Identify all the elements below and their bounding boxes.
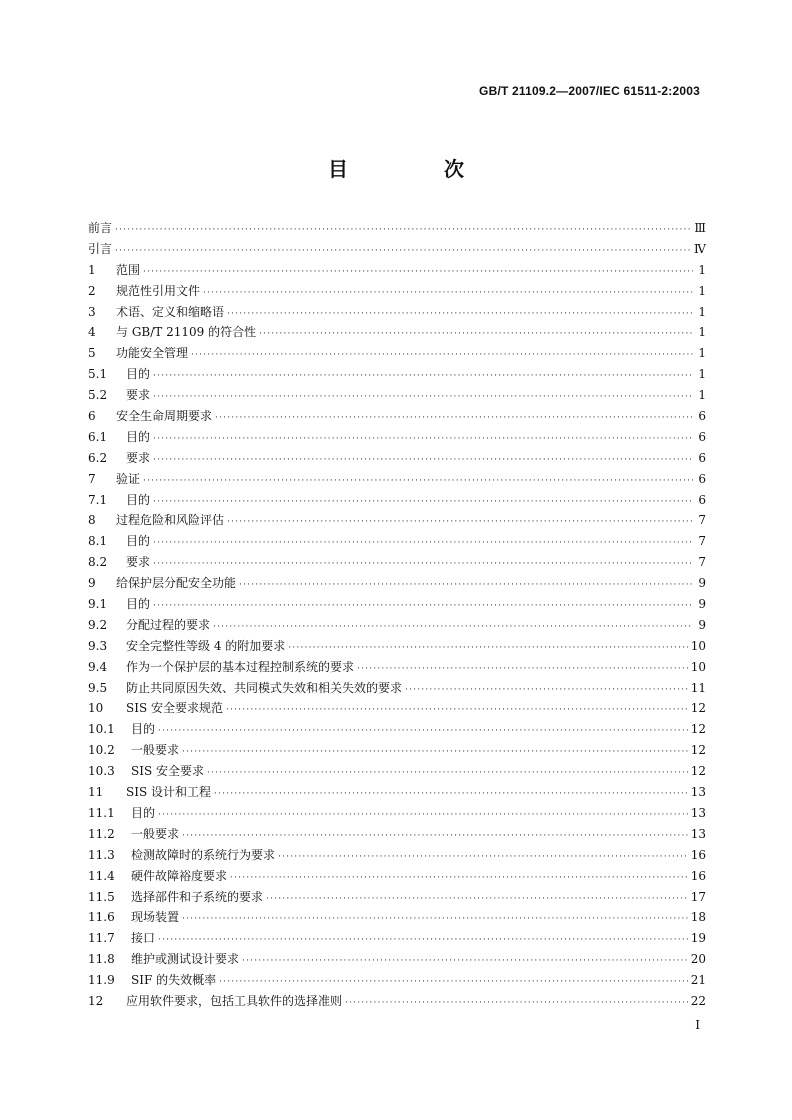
toc-entry-label: 安全生命周期要求 <box>116 409 213 424</box>
toc-entry-page: 7 <box>698 555 706 570</box>
toc-entry[interactable] <box>88 824 706 845</box>
toc-entry[interactable] <box>88 343 706 364</box>
toc-entry[interactable] <box>88 866 706 887</box>
toc-entry-number: 8.1 <box>88 534 108 549</box>
toc-entry-number: 10.1 <box>88 722 115 737</box>
toc-entry-number: 8 <box>88 513 96 528</box>
toc-leader-dots <box>288 638 687 659</box>
toc-leader-dots <box>215 408 693 429</box>
toc-entry-page: 13 <box>690 826 706 841</box>
toc-leader-dots <box>182 826 688 847</box>
toc-entry-page: 18 <box>690 910 706 925</box>
page-title: 目 次 <box>328 157 502 181</box>
toc-entry-label: 作为一个保护层的基本过程控制系统的要求 <box>126 659 355 674</box>
toc-entry-page: 22 <box>690 993 706 1008</box>
toc-entry-number: 11.3 <box>88 847 115 862</box>
toc-entry-label: 与 GB/T 21109 的符合性 <box>116 325 257 340</box>
toc-leader-dots <box>153 596 693 617</box>
toc-entry-number: 11.2 <box>88 826 115 841</box>
toc-entry-label: 应用软件要求，包括工具软件的选择准则 <box>126 993 343 1008</box>
toc-entry-page: 12 <box>690 764 706 779</box>
toc-leader-dots <box>214 784 688 805</box>
toc-entry-page: 1 <box>698 325 706 340</box>
toc-entry[interactable] <box>88 322 706 343</box>
toc-entry[interactable] <box>88 552 706 573</box>
toc-entry[interactable] <box>88 803 706 824</box>
toc-leader-dots <box>207 763 688 784</box>
toc-entry-page: 1 <box>698 346 706 361</box>
toc-entry[interactable] <box>88 531 706 552</box>
toc-entry-number: 11.5 <box>88 889 115 904</box>
toc-entry[interactable] <box>88 260 706 281</box>
toc-entry-page: 21 <box>690 973 706 988</box>
toc-entry-page: Ⅳ <box>694 241 706 256</box>
toc-leader-dots <box>143 471 693 492</box>
toc-leader-dots <box>191 345 693 366</box>
toc-entry[interactable] <box>88 991 706 1012</box>
toc-entry-label: 一般要求 <box>131 743 180 758</box>
toc-leader-dots <box>153 533 693 554</box>
toc-entry-page: 6 <box>698 471 706 486</box>
toc-entry-number: 3 <box>88 304 96 319</box>
toc-entry-page: 12 <box>690 722 706 737</box>
toc-entry-label: 防止共同原因失效、共同模式失效和相关失效的要求 <box>126 680 403 695</box>
toc-entry-number: 2 <box>88 283 96 298</box>
toc-leader-dots <box>143 262 693 283</box>
toc-entry-label: 安全完整性等级 4 的附加要求 <box>126 638 286 653</box>
toc-leader-dots <box>115 241 691 262</box>
toc-entry-page: 6 <box>698 450 706 465</box>
toc-entry-page: 1 <box>698 367 706 382</box>
toc-entry-number: 6 <box>88 409 96 424</box>
toc-entry-label: 要求 <box>126 555 151 570</box>
toc-entry-label: 目的 <box>126 429 151 444</box>
toc-entry[interactable] <box>88 448 706 469</box>
toc-entry-number: 11.9 <box>88 973 115 988</box>
toc-entry-label: 现场装置 <box>131 910 180 925</box>
toc-entry-label: 引言 <box>88 241 113 256</box>
toc-entry-page: 7 <box>698 513 706 528</box>
toc-leader-dots <box>259 324 693 345</box>
toc-entry-number: 6.1 <box>88 429 108 444</box>
toc-entry-number: 5.2 <box>88 388 108 403</box>
toc-entry[interactable] <box>88 594 706 615</box>
toc-leader-dots <box>239 575 693 596</box>
toc-leader-dots <box>203 283 693 304</box>
toc-entry-number: 10.3 <box>88 764 115 779</box>
toc-entry-page: 9 <box>698 597 706 612</box>
toc-entry-number: 7.1 <box>88 492 108 507</box>
toc-leader-dots <box>158 721 688 742</box>
toc-entry-number: 7 <box>88 471 96 486</box>
toc-entry[interactable] <box>88 302 706 323</box>
toc-entry-label: 目的 <box>126 367 151 382</box>
toc-entry-page: 1 <box>698 262 706 277</box>
toc-entry[interactable] <box>88 239 706 260</box>
toc-entry[interactable] <box>88 740 706 761</box>
toc-entry-number: 4 <box>88 325 96 340</box>
toc-entry-number: 5 <box>88 346 96 361</box>
toc-entry-number: 10.2 <box>88 743 115 758</box>
toc-entry-label: 选择部件和子系统的要求 <box>131 889 264 904</box>
toc-entry-label: 术语、定义和缩略语 <box>116 304 225 319</box>
toc-leader-dots <box>345 993 688 1014</box>
toc-entry[interactable] <box>88 636 706 657</box>
toc-leader-dots <box>227 304 693 325</box>
toc-entry-number: 5.1 <box>88 367 108 382</box>
toc-entry[interactable] <box>88 970 706 991</box>
toc-entry[interactable] <box>88 907 706 928</box>
toc-leader-dots <box>278 847 688 868</box>
toc-entry-page: 17 <box>690 889 706 904</box>
toc-entry-page: Ⅲ <box>694 221 706 235</box>
toc-entry-label: 目的 <box>131 805 156 820</box>
toc-entry-page: 13 <box>690 805 706 820</box>
toc-entry[interactable] <box>88 427 706 448</box>
toc-entry-label: 过程危险和风险评估 <box>116 513 225 528</box>
toc-entry-page: 7 <box>698 534 706 549</box>
toc-entry-number: 9.4 <box>88 659 108 674</box>
toc-entry-number: 11 <box>88 785 104 800</box>
toc-leader-dots <box>219 972 688 993</box>
toc-entry[interactable] <box>88 657 706 678</box>
toc-entry-number: 9.1 <box>88 597 108 612</box>
toc-entry-number: 8.2 <box>88 555 108 570</box>
toc-entry-number: 11.4 <box>88 868 115 883</box>
toc-entry-page: 11 <box>690 680 706 695</box>
table-of-contents <box>88 218 706 1012</box>
toc-entry[interactable] <box>88 887 706 908</box>
toc-entry-label: 规范性引用文件 <box>116 283 201 298</box>
toc-entry[interactable] <box>88 698 706 719</box>
toc-entry-number: 1 <box>88 262 96 277</box>
toc-entry-page: 13 <box>690 785 706 800</box>
toc-entry-page: 12 <box>690 743 706 758</box>
toc-leader-dots <box>153 387 693 408</box>
standard-code: GB/T 21109.2—2007/IEC 61511-2:2003 <box>479 84 700 98</box>
toc-entry-number: 6.2 <box>88 450 108 465</box>
toc-entry-label: SIF 的失效概率 <box>131 973 217 988</box>
toc-leader-dots <box>153 554 693 575</box>
toc-entry-page: 16 <box>690 868 706 883</box>
toc-entry-page: 19 <box>690 931 706 946</box>
toc-entry-label: 目的 <box>126 492 151 507</box>
toc-entry-page: 6 <box>698 429 706 444</box>
toc-leader-dots <box>153 492 693 513</box>
toc-entry-page: 16 <box>690 847 706 862</box>
toc-entry-label: 要求 <box>126 388 151 403</box>
toc-entry-label: 目的 <box>126 534 151 549</box>
toc-leader-dots <box>230 868 688 889</box>
toc-entry-page: 1 <box>698 388 706 403</box>
toc-leader-dots <box>213 617 693 638</box>
toc-entry-label: SIS 设计和工程 <box>126 785 211 800</box>
toc-leader-dots <box>182 742 688 763</box>
toc-entry-label: 维护或测试设计要求 <box>131 952 240 967</box>
toc-entry[interactable] <box>88 469 706 490</box>
toc-entry-label: SIS 安全要求 <box>131 764 204 779</box>
toc-entry-page: 10 <box>690 638 706 653</box>
toc-leader-dots <box>227 512 693 533</box>
toc-leader-dots <box>242 951 688 972</box>
toc-leader-dots <box>158 805 688 826</box>
toc-entry[interactable] <box>88 761 706 782</box>
page-number: I <box>695 1018 700 1032</box>
toc-leader-dots <box>153 429 693 450</box>
toc-entry[interactable] <box>88 949 706 970</box>
toc-entry-label: 前言 <box>88 221 113 235</box>
toc-entry[interactable] <box>88 928 706 949</box>
toc-entry-page: 1 <box>698 304 706 319</box>
toc-leader-dots <box>153 366 693 387</box>
toc-entry-label: 检测故障时的系统行为要求 <box>131 847 276 862</box>
toc-entry-number: 11.1 <box>88 805 115 820</box>
toc-leader-dots <box>357 659 688 680</box>
toc-entry-page: 9 <box>698 576 706 591</box>
toc-entry-number: 11.6 <box>88 910 115 925</box>
toc-entry-label: 要求 <box>126 450 151 465</box>
toc-entry-label: SIS 安全要求规范 <box>126 701 223 716</box>
toc-entry[interactable] <box>88 510 706 531</box>
toc-leader-dots <box>266 889 688 910</box>
toc-entry-label: 硬件故障裕度要求 <box>131 868 228 883</box>
toc-entry-number: 10 <box>88 701 104 716</box>
toc-entry-label: 验证 <box>116 471 141 486</box>
toc-entry-label: 分配过程的要求 <box>126 617 211 632</box>
toc-entry-number: 11.7 <box>88 931 115 946</box>
toc-entry-label: 目的 <box>126 597 151 612</box>
toc-entry[interactable] <box>88 218 706 239</box>
toc-entry-page: 10 <box>690 659 706 674</box>
toc-entry-number: 9.3 <box>88 638 108 653</box>
toc-entry[interactable] <box>88 490 706 511</box>
toc-entry[interactable] <box>88 281 706 302</box>
toc-entry-label: 范围 <box>116 262 141 277</box>
toc-entry[interactable] <box>88 615 706 636</box>
toc-entry-page: 9 <box>698 617 706 632</box>
toc-entry-label: 接口 <box>131 931 156 946</box>
toc-entry-page: 6 <box>698 409 706 424</box>
toc-entry-number: 9.5 <box>88 680 108 695</box>
toc-leader-dots <box>405 680 688 701</box>
toc-entry-page: 20 <box>690 952 706 967</box>
toc-leader-dots <box>226 700 688 721</box>
toc-entry-label: 给保护层分配安全功能 <box>116 576 237 591</box>
toc-leader-dots <box>115 220 691 241</box>
toc-leader-dots <box>153 450 693 471</box>
toc-entry[interactable] <box>88 385 706 406</box>
toc-entry[interactable] <box>88 845 706 866</box>
toc-entry[interactable] <box>88 573 706 594</box>
toc-entry-label: 一般要求 <box>131 826 180 841</box>
toc-entry-number: 11.8 <box>88 952 115 967</box>
toc-entry-number: 12 <box>88 993 104 1008</box>
toc-entry-number: 9.2 <box>88 617 108 632</box>
toc-entry[interactable] <box>88 719 706 740</box>
toc-entry[interactable] <box>88 678 706 699</box>
toc-entry-label: 功能安全管理 <box>116 346 189 361</box>
toc-entry-page: 1 <box>698 283 706 298</box>
toc-entry[interactable] <box>88 406 706 427</box>
toc-leader-dots <box>182 909 688 930</box>
toc-entry[interactable] <box>88 364 706 385</box>
toc-entry[interactable] <box>88 782 706 803</box>
toc-leader-dots <box>158 930 688 951</box>
toc-entry-label: 目的 <box>131 722 156 737</box>
toc-entry-number: 9 <box>88 576 96 591</box>
toc-entry-page: 6 <box>698 492 706 507</box>
toc-entry-page: 12 <box>690 701 706 716</box>
